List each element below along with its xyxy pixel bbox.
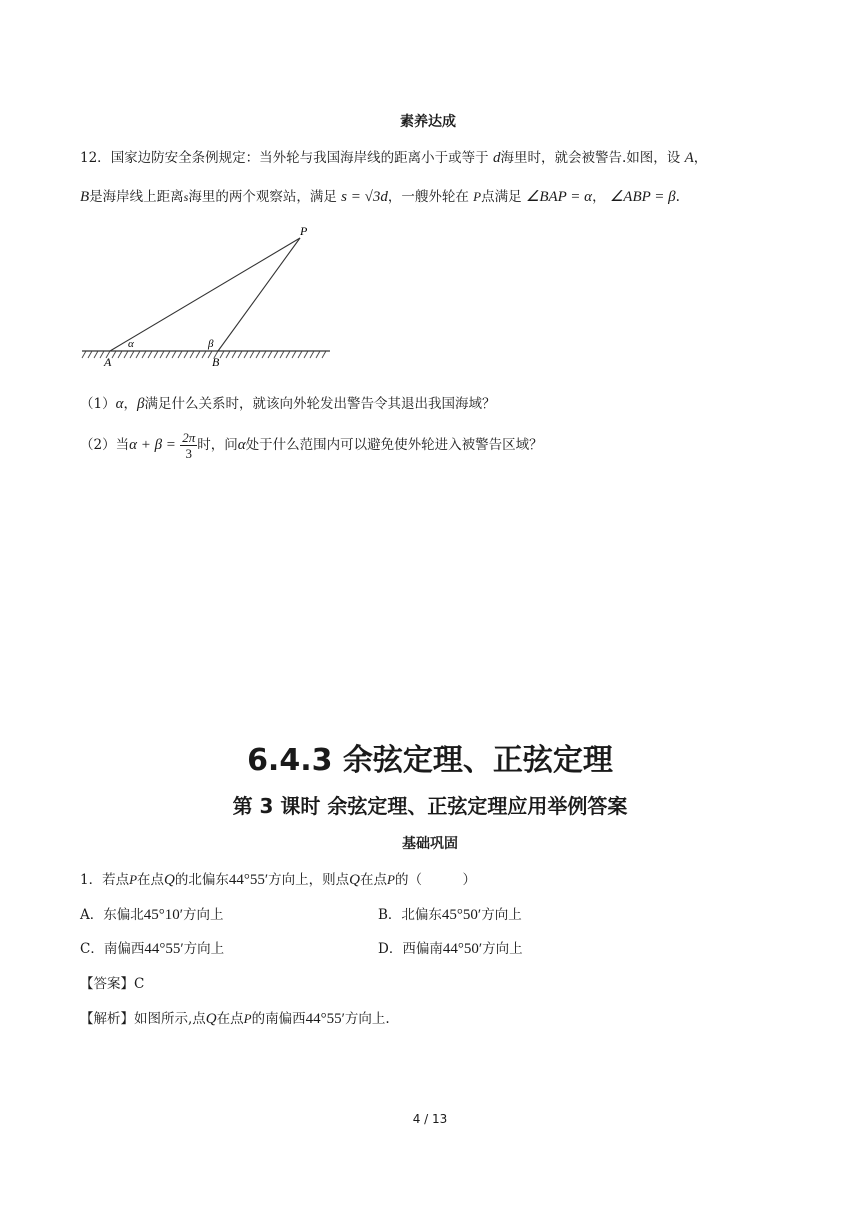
hatch-mark — [94, 351, 98, 358]
hatch-mark — [160, 351, 164, 358]
hatch-mark — [130, 351, 134, 358]
option-text: 方向上 — [481, 907, 522, 923]
hatch-mark — [142, 351, 146, 358]
var-P: P — [243, 1011, 252, 1026]
comma: ， — [693, 150, 708, 166]
question-text: 满足什么关系时，就该向外轮发出警告令其退出我国海域？ — [144, 396, 496, 412]
problem-number: 1． — [80, 872, 103, 888]
coastline-hatching — [82, 351, 326, 358]
analysis-angle: 44°55′ — [305, 1011, 345, 1027]
var-Q: Q — [205, 1011, 217, 1027]
var-alpha: α — [115, 396, 124, 412]
problem-text: 海里的两个观察站，满足 — [188, 189, 337, 205]
question-text: 处于什么范围内可以避免使外轮进入被警告区域？ — [245, 437, 543, 453]
problem-text: 方向上，则点 — [268, 872, 350, 888]
answer-value: C — [134, 976, 145, 992]
label-B: B — [212, 355, 220, 369]
fraction-denominator: 3 — [185, 446, 192, 461]
analysis-text: 方向上. — [344, 1011, 390, 1027]
hatch-mark — [274, 351, 278, 358]
comma: ， — [123, 396, 137, 412]
hatch-mark — [286, 351, 290, 358]
option-text: 北偏东 — [401, 907, 442, 923]
option-text: 南偏西 — [103, 941, 145, 957]
question-text: 时，问 — [197, 437, 238, 453]
fraction-2pi-over-3 — [180, 430, 197, 461]
option-d — [378, 937, 523, 958]
var-A: A — [684, 150, 694, 166]
hatch-mark — [322, 351, 326, 358]
section-heading-top: 素养达成 — [400, 114, 456, 130]
hatch-mark — [244, 351, 248, 358]
var-beta: β — [136, 396, 145, 412]
label-P: P — [300, 224, 308, 238]
var-P: P — [129, 872, 138, 887]
option-angle: 44°50′ — [442, 941, 483, 957]
label-beta: β — [208, 338, 214, 350]
comma: ， — [592, 189, 606, 205]
hatch-mark — [178, 351, 182, 358]
question-prefix: （2）当 — [80, 437, 130, 453]
chapter-title: 6.4.3 余弦定理、正弦定理 — [247, 743, 613, 778]
var-s: s — [183, 190, 189, 204]
label-alpha: α — [128, 338, 134, 350]
var-B: B — [80, 189, 90, 205]
option-letter: B． — [378, 907, 402, 923]
analysis-line — [80, 1007, 390, 1028]
option-angle: 45°50′ — [441, 907, 482, 923]
page-number: 4 / 13 — [412, 1112, 448, 1126]
line-BP — [218, 238, 300, 351]
question-2 — [80, 430, 543, 461]
hatch-mark — [124, 351, 128, 358]
option-letter: C． — [80, 941, 104, 957]
hatch-mark — [280, 351, 284, 358]
hatch-mark — [82, 351, 86, 358]
hatch-mark — [148, 351, 152, 358]
hatch-mark — [154, 351, 158, 358]
var-d: d — [492, 150, 501, 166]
period: . — [675, 189, 680, 205]
analysis-text: 如图所示,点 — [134, 1011, 206, 1027]
hatch-mark — [262, 351, 266, 358]
option-angle: 44°55′ — [144, 941, 184, 957]
problem-text: 的北偏东 — [174, 872, 229, 888]
angle-ABP: ∠ABP = β — [609, 189, 676, 205]
option-text: 方向上 — [183, 907, 224, 923]
problem-text: 国家边防安全条例规定：当外轮与我国海岸线的距离小于或等于 — [110, 150, 489, 166]
section-heading-basic: 基础巩固 — [402, 836, 458, 852]
problem-text: ，一艘外轮在 — [387, 189, 469, 205]
analysis-text: 的南偏西 — [251, 1011, 306, 1027]
hatch-mark — [316, 351, 320, 358]
problem-text: 点满足 — [481, 189, 522, 205]
option-b — [378, 903, 522, 924]
var-alpha: α — [237, 437, 246, 453]
hatch-mark — [310, 351, 314, 358]
hatch-mark — [232, 351, 236, 358]
hatch-mark — [202, 351, 206, 358]
problem-text: 的（ ） — [394, 872, 476, 888]
hatch-mark — [250, 351, 254, 358]
triangle-figure — [78, 220, 338, 372]
hatch-mark — [256, 351, 260, 358]
analysis-label: 【解析】 — [80, 1011, 134, 1027]
option-letter: D． — [378, 941, 403, 957]
label-A: A — [104, 355, 112, 369]
var-Q: Q — [349, 872, 361, 888]
hatch-mark — [238, 351, 242, 358]
problem-text: 海里时，就会被警告.如图，设 — [500, 150, 681, 166]
hatch-mark — [196, 351, 200, 358]
hatch-mark — [88, 351, 92, 358]
hatch-mark — [298, 351, 302, 358]
hatch-mark — [118, 351, 122, 358]
var-Q: Q — [164, 872, 175, 888]
hatch-mark — [172, 351, 176, 358]
hatch-mark — [226, 351, 230, 358]
problem-text: 在点 — [360, 872, 388, 888]
formula-s: s = √3d — [341, 189, 388, 205]
problem-text: 若点 — [102, 872, 130, 888]
answer-label: 【答案】 — [80, 976, 134, 992]
fraction-numerator: 2π — [182, 430, 196, 445]
angle-value: 44°55′ — [228, 872, 269, 888]
var-P: P — [387, 872, 395, 887]
answer-line — [80, 972, 144, 992]
hatch-mark — [220, 351, 224, 358]
option-a — [80, 903, 224, 924]
hatch-mark — [292, 351, 296, 358]
problem12-line1 — [80, 146, 707, 167]
hatch-mark — [190, 351, 194, 358]
hatch-mark — [184, 351, 188, 358]
line-AP — [110, 238, 300, 351]
sum-expression: α + β = — [129, 437, 176, 453]
lesson-title: 第 3 课时 余弦定理、正弦定理应用举例答案 — [232, 794, 628, 818]
option-text: 方向上 — [183, 941, 225, 957]
option-text: 西偏南 — [402, 941, 443, 957]
question-prefix: （1） — [80, 396, 116, 412]
problem-text: 在点 — [137, 872, 165, 888]
option-angle: 45°10′ — [143, 907, 184, 923]
problem1-stem — [80, 868, 476, 889]
option-text: 方向上 — [482, 941, 523, 957]
var-P: P — [473, 189, 482, 204]
angle-BAP: ∠BAP = α — [525, 189, 593, 205]
hatch-mark — [112, 351, 116, 358]
hatch-mark — [268, 351, 272, 358]
hatch-mark — [304, 351, 308, 358]
analysis-text: 在点 — [216, 1011, 244, 1027]
question-1 — [80, 392, 495, 413]
option-letter: A． — [80, 907, 104, 923]
problem-text: 是海岸线上距离 — [89, 189, 184, 205]
problem-number: 12． — [80, 150, 111, 166]
option-c — [80, 937, 224, 958]
hatch-mark — [166, 351, 170, 358]
hatch-mark — [136, 351, 140, 358]
option-text: 东偏北 — [103, 907, 144, 923]
problem12-line2 — [80, 185, 680, 206]
